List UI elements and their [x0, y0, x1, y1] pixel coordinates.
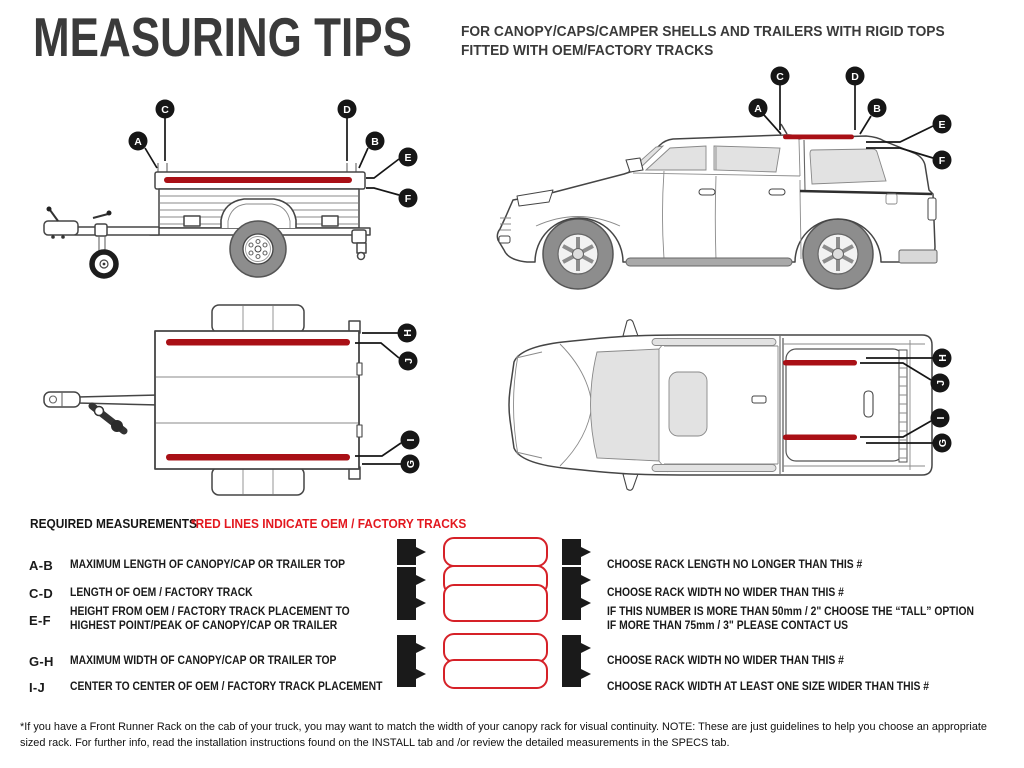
trailer-hitch-coupler: [44, 221, 78, 235]
row-key: C-D: [29, 585, 54, 601]
page-subtitle: [461, 23, 970, 62]
badge-d: D: [851, 70, 859, 83]
jockey-assembly: [92, 406, 124, 432]
badge-g: G: [404, 459, 417, 469]
badge-c: C: [776, 70, 784, 83]
oem-track-red-line-bottom: [783, 435, 857, 441]
arrow-icon: [562, 586, 581, 620]
row-result: CHOOSE RACK LENGTH NO LONGER THAN THIS #: [607, 559, 863, 571]
measurement-entry-capsule: [443, 537, 548, 567]
row-result: CHOOSE RACK WIDTH NO WIDER THAN THIS #: [607, 655, 844, 667]
trailer-fender-bottom: [212, 467, 304, 495]
antenna: [781, 124, 787, 134]
oem-track-red-line: [164, 177, 352, 183]
oem-track-red-line: [783, 135, 854, 140]
badge-e: E: [404, 151, 412, 164]
trailer-taillight: [352, 230, 366, 243]
row-description: MAXIMUM LENGTH OF CANOPY/CAP OR TRAILER TOP: [70, 559, 346, 571]
measurement-row-ij: [0, 674, 1024, 700]
trailer-top-view-diagram: [30, 300, 440, 500]
oem-track-red-line-top: [783, 360, 857, 366]
badge-c: C: [161, 103, 169, 116]
canopy-window: [810, 149, 886, 184]
row-description: MAXIMUM WIDTH OF CANOPY/CAP OR TRAILER TOP: [70, 655, 337, 667]
badge-j: J: [934, 380, 947, 386]
side-mirror: [626, 158, 643, 172]
leader-lines: [355, 333, 401, 464]
trailer-drawbar: [75, 227, 159, 235]
row-key: A-B: [29, 557, 54, 573]
rear-bumper: [899, 250, 937, 263]
row-description: HEIGHT FROM OEM / FACTORY TRACK PLACEMENT TO HIGHEST POINT/PEAK OF CANOPY/CAP OR TRAILER: [70, 606, 350, 632]
jockey-clamp: [95, 224, 107, 236]
badge-i: I: [404, 438, 417, 442]
red-lines-note: *RED LINES INDICATE OEM / FACTORY TRACKS: [191, 517, 467, 531]
sunroof: [669, 372, 707, 436]
hinge-top: [357, 363, 362, 375]
side-windows-bottom-strip: [652, 465, 776, 472]
badge-h: H: [401, 329, 414, 337]
windshield-top-view: [591, 349, 660, 461]
trailer-rail-ticks: [158, 163, 356, 172]
badge-a: A: [134, 135, 142, 148]
oem-track-red-line-top: [166, 339, 350, 346]
badge-f: F: [938, 154, 946, 167]
brake-light: [752, 396, 766, 403]
truck-rear-wheel: [803, 219, 873, 289]
hinge-bottom: [357, 425, 362, 437]
arrow-icon: [562, 661, 581, 687]
truck-front-wheel: [543, 219, 613, 289]
badge-h: H: [936, 354, 949, 362]
badge-b: B: [371, 135, 379, 148]
canopy-handle: [864, 391, 873, 417]
arrow-icon: [562, 539, 581, 565]
measurement-entry-capsule: [443, 659, 548, 689]
trailer-latch-right: [322, 216, 338, 226]
arrow-icon: [397, 586, 416, 620]
rear-hatch-strip: [899, 350, 907, 462]
row-description: CENTER TO CENTER OF OEM / FACTORY TRACK PLACEMENT: [70, 681, 383, 693]
footnote-line-1: *If you have a Front Runner Rack on the cab of your truck, you may want to match the width of your canopy rack for visual continuity. NOTE: These are just guidelines to help you choose an appropriate: [20, 721, 987, 733]
badge-j: J: [402, 358, 415, 364]
trailer-fender-top: [212, 305, 304, 333]
row-result: CHOOSE RACK WIDTH AT LEAST ONE SIZE WIDER THAN THIS #: [607, 681, 930, 693]
badge-f: F: [404, 192, 412, 205]
row-result: IF THIS NUMBER IS MORE THAN 50mm / 2" CHOOSE THE “TALL” OPTION IF MORE THAN 75mm / 3" PLEASE CONTACT US: [607, 606, 975, 632]
rear-door-handle: [769, 189, 785, 195]
mirror-bottom: [623, 474, 638, 490]
arrow-icon: [562, 635, 581, 661]
arrow-icon: [397, 539, 416, 565]
measurement-entry-capsule: [443, 584, 548, 622]
measurement-row-ef: [0, 603, 1024, 637]
running-board: [626, 258, 792, 266]
measure-badges: [398, 324, 420, 474]
footnote: [20, 720, 1020, 751]
subtitle-line-1: FOR CANOPY/CAPS/CAMPER SHELLS AND TRAILERS WITH RIGID TOPS: [461, 24, 945, 40]
trailer-wheel: [230, 221, 286, 277]
page-title: MEASURING TIPS: [33, 6, 412, 68]
fog-light: [499, 236, 510, 243]
badge-e: E: [938, 118, 946, 131]
taillight: [928, 198, 936, 220]
row-key: I-J: [29, 679, 46, 695]
oem-track-red-line-bottom: [166, 454, 350, 461]
measure-badges: [931, 349, 952, 453]
rear-door-window: [714, 146, 780, 172]
required-measurements-heading: REQUIRED MEASUREMENTS: [30, 517, 197, 531]
truck-side-view-diagram: [490, 60, 1024, 295]
badge-d: D: [343, 103, 351, 116]
trailer-body-top: [155, 331, 359, 469]
row-key: G-H: [29, 653, 54, 669]
trailer-rear-bracket: [357, 243, 366, 253]
trailer-latch-left: [184, 216, 200, 226]
mirror-top: [623, 320, 638, 336]
subtitle-line-2: FITTED WITH OEM/FACTORY TRACKS: [461, 43, 714, 60]
badge-b: B: [873, 102, 881, 115]
badge-i: I: [934, 416, 947, 420]
badge-a: A: [754, 102, 762, 115]
truck-top-view-diagram: [495, 305, 1024, 510]
arrow-icon: [397, 661, 416, 687]
row-result: CHOOSE RACK WIDTH NO WIDER THAN THIS #: [607, 587, 844, 599]
front-door-handle: [699, 189, 715, 195]
badge-g: G: [936, 438, 949, 448]
row-description: LENGTH OF OEM / FACTORY TRACK: [70, 587, 253, 599]
arrow-icon: [397, 635, 416, 661]
trailer-side-view-diagram: [30, 95, 430, 290]
footnote-line-2: sized rack. For further info, read the installation instructions found on the INSTALL tab and /or review the detailed measurements in the SPECS tab.: [20, 736, 730, 749]
row-key: E-F: [29, 612, 51, 628]
side-windows-top-strip: [652, 339, 776, 346]
